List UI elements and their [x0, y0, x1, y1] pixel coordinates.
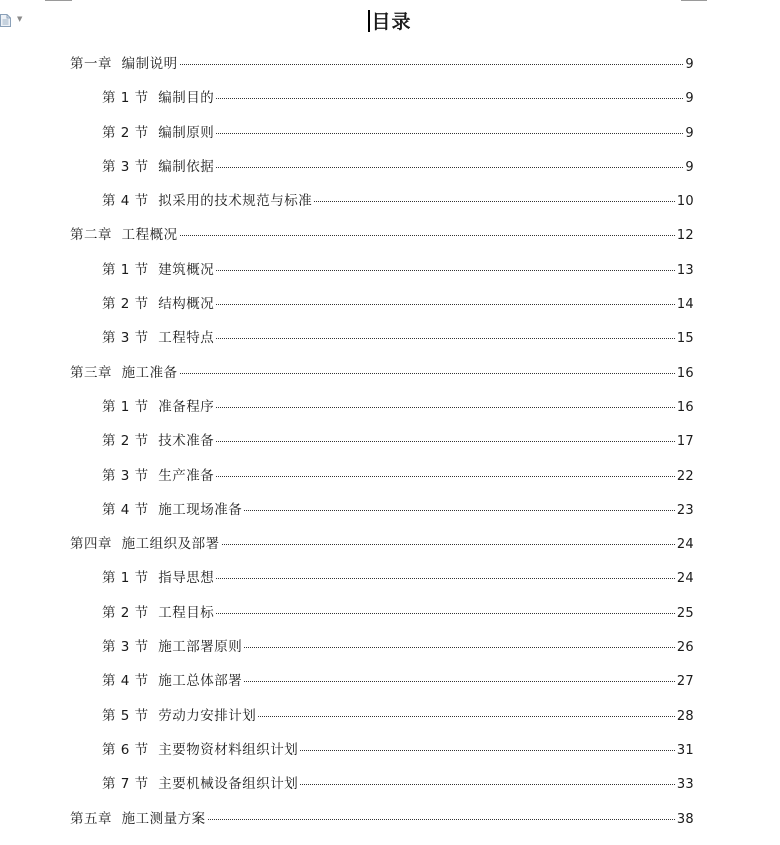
toc-page-number: 17	[676, 434, 694, 450]
toc-section-entry[interactable]	[70, 190, 694, 224]
dot-leader	[180, 235, 675, 236]
dot-leader	[216, 476, 675, 477]
toc-entry-label: 第 1 节 准备程序	[102, 398, 215, 415]
dot-leader	[244, 510, 675, 511]
toc-section-entry[interactable]	[70, 670, 694, 704]
dot-leader	[216, 133, 683, 134]
toc-chapter-entry[interactable]	[70, 53, 694, 87]
dot-leader	[216, 441, 675, 442]
dot-leader	[216, 98, 683, 99]
toc-page-number: 16	[676, 399, 694, 415]
dot-leader	[244, 681, 675, 682]
dot-leader	[216, 338, 675, 339]
toc-entry-label: 第 2 节 技术准备	[102, 433, 215, 450]
toc-page-number: 38	[676, 811, 694, 827]
toc-page-number: 22	[676, 468, 694, 484]
dot-leader	[216, 167, 683, 168]
toc-chapter-entry[interactable]	[70, 808, 694, 842]
right-margin-mark	[681, 0, 707, 1]
toc-page-number: 15	[676, 331, 694, 347]
toc-page-number: 14	[676, 297, 694, 313]
toc-section-entry[interactable]	[70, 259, 694, 293]
dot-leader	[222, 544, 675, 545]
toc-entry-label: 第三章 施工准备	[70, 364, 178, 381]
dot-leader	[314, 201, 675, 202]
dot-leader	[300, 784, 675, 785]
toc-entry-label: 第 3 节 工程特点	[102, 330, 215, 347]
toc-section-entry[interactable]	[70, 739, 694, 773]
toc-entry-label: 第 5 节 劳动力安排计划	[102, 707, 257, 724]
toc-page-number: 9	[685, 57, 694, 72]
toc-section-entry[interactable]	[70, 122, 694, 156]
toc-page-number: 24	[676, 537, 694, 553]
toc-section-entry[interactable]	[70, 293, 694, 327]
toc-entry-label: 第一章 编制说明	[70, 56, 178, 72]
toc-page-number: 10	[676, 194, 694, 210]
toc-section-entry[interactable]	[70, 430, 694, 464]
toc-chapter-entry[interactable]	[70, 362, 694, 396]
toc-page-number: 24	[676, 571, 694, 587]
toc-page-number: 9	[685, 91, 694, 107]
toc-entry-label: 第 7 节 主要机械设备组织计划	[102, 776, 299, 793]
toc-section-entry[interactable]	[70, 499, 694, 533]
toc-entry-label: 第 3 节 施工部署原则	[102, 639, 243, 656]
dot-leader	[244, 647, 675, 648]
toc-chapter-entry[interactable]	[70, 533, 694, 567]
toc-page-number: 27	[676, 674, 694, 690]
dot-leader	[258, 716, 675, 717]
dot-leader	[216, 613, 675, 614]
toc-entry-label: 第 1 节 建筑概况	[102, 261, 215, 278]
toc-section-entry[interactable]	[70, 396, 694, 430]
toc-section-entry[interactable]	[70, 327, 694, 361]
dot-leader	[180, 373, 675, 374]
left-margin-mark	[45, 0, 72, 1]
toc-section-entry[interactable]	[70, 567, 694, 601]
title-text: 目录	[371, 11, 412, 33]
dot-leader	[216, 578, 675, 579]
toc-section-entry[interactable]	[70, 156, 694, 190]
toc-page-number: 13	[676, 262, 694, 278]
toc-page-number: 25	[676, 605, 694, 621]
toc-page-number: 23	[676, 502, 694, 518]
toc-entry-label: 第 1 节 编制目的	[102, 90, 215, 107]
dot-leader	[300, 750, 675, 751]
toc-section-entry[interactable]	[70, 773, 694, 807]
toc-entry-label: 第四章 施工组织及部署	[70, 536, 220, 553]
dot-leader	[180, 64, 684, 65]
dot-leader	[216, 270, 675, 271]
toc-page-number: 33	[676, 777, 694, 793]
toc-section-entry[interactable]	[70, 602, 694, 636]
toc-page-number: 26	[676, 640, 694, 656]
toc-chapter-entry[interactable]	[70, 224, 694, 258]
toc-entry-label: 第 6 节 主要物资材料组织计划	[102, 741, 299, 758]
toc-page-number: 16	[676, 365, 694, 381]
dot-leader	[216, 304, 675, 305]
toc-section-entry[interactable]	[70, 636, 694, 670]
toc-entry-label: 第五章 施工测量方案	[70, 810, 206, 827]
toc-entry-label: 第 3 节 生产准备	[102, 467, 215, 484]
toc-entry-label: 第 4 节 拟采用的技术规范与标准	[102, 193, 313, 210]
toc-entry-label: 第 2 节 编制原则	[102, 124, 215, 141]
toc-entry-label: 第 1 节 指导思想	[102, 570, 215, 587]
chevron-down-icon[interactable]: ▼	[17, 15, 23, 23]
toc-entry-label: 第 2 节 结构概况	[102, 296, 215, 313]
toc-page-number: 9	[685, 159, 694, 175]
toc-entry-label: 第 4 节 施工现场准备	[102, 501, 243, 518]
toc-page-number: 9	[685, 125, 694, 141]
toc-entry-label: 第 4 节 施工总体部署	[102, 673, 243, 690]
toc-section-entry[interactable]	[70, 465, 694, 499]
toc-entry-label: 第二章 工程概况	[70, 227, 178, 244]
toc-page-number: 31	[676, 742, 694, 758]
dot-leader	[208, 819, 675, 820]
toc-section-entry[interactable]	[70, 705, 694, 739]
toc-entry-label: 第 2 节 工程目标	[102, 604, 215, 621]
dot-leader	[216, 407, 675, 408]
page-title	[0, 9, 780, 35]
toc-section-entry[interactable]	[70, 87, 694, 121]
table-of-contents	[70, 53, 694, 842]
toc-entry-label: 第 3 节 编制依据	[102, 158, 215, 175]
toc-page-number: 28	[676, 708, 694, 724]
toc-page-number: 12	[676, 228, 694, 244]
